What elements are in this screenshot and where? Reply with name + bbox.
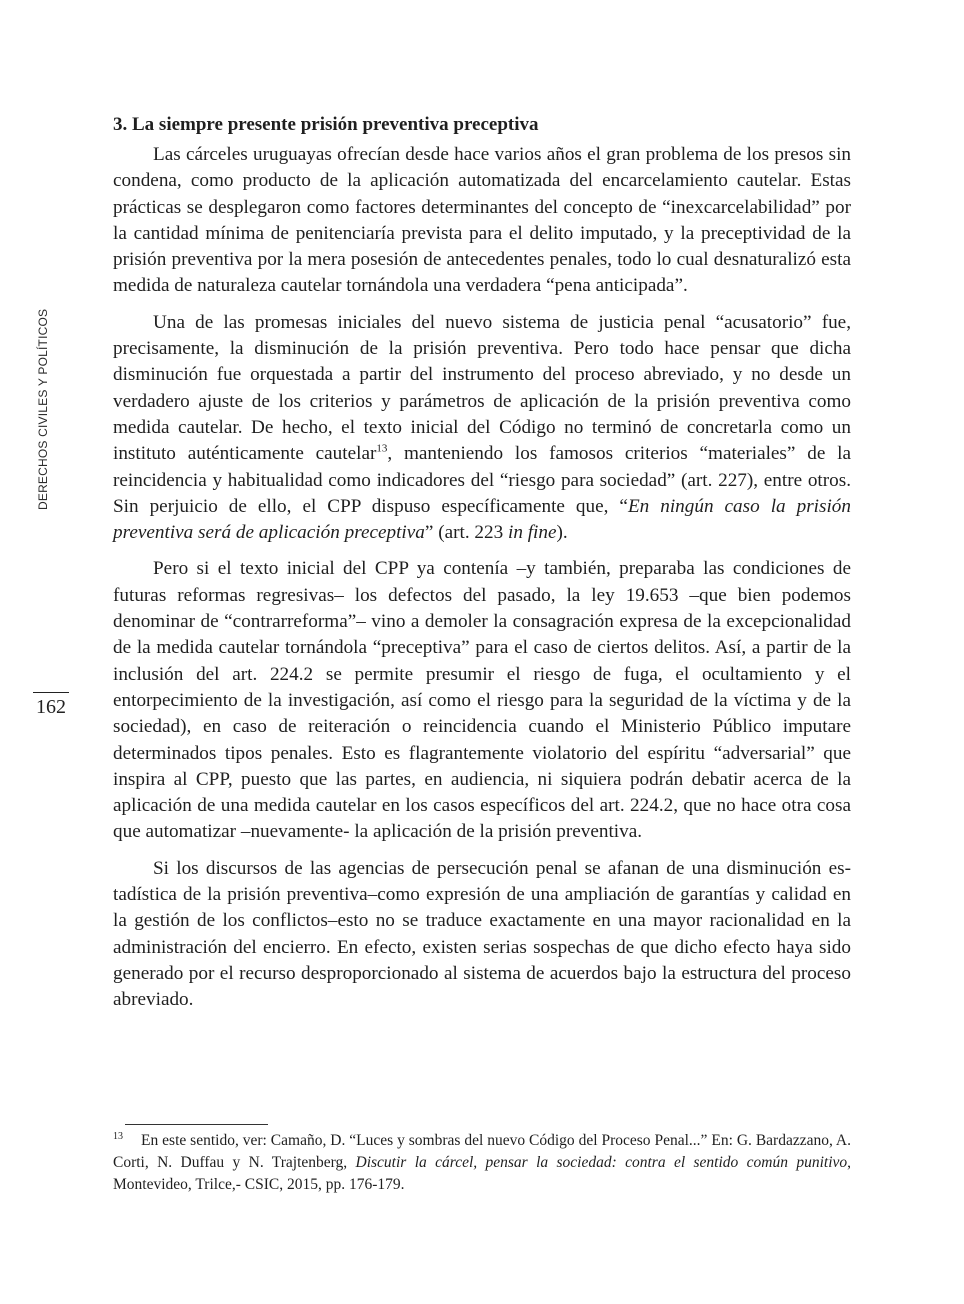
footnote-text-b: , Montevideo, Trilce,- CSIC, 2015, pp. 176-179. bbox=[113, 1154, 852, 1193]
section-heading: 3. La siempre presente prisión preventiva preceptiva bbox=[113, 114, 539, 135]
quoted-article-text: En ningún caso la prisión preventiva será de aplicación preceptiva bbox=[113, 495, 851, 544]
page-number-rule bbox=[33, 692, 69, 693]
in-fine-text: in fine bbox=[508, 522, 557, 544]
footnote-book-title: Discutir la cárcel, pensar la sociedad: contra el sentido común punitivo bbox=[355, 1154, 848, 1171]
paragraph-2-text-c: ” (art. 223 bbox=[424, 522, 508, 544]
paragraph-2-text-a: Una de las promesas iniciales del nuevo sistema de justicia penal “acusatorio” fue, precisamente, la disminución de la prisión preventiva. Pero todo hace pensar que dicha disminución fue orquestada a partir del instrumento del proceso abreviado, y no desde un verdadero ajuste de los criterios y parámetros de aplicación de la prisión preventiva como medida cautelar. De hecho, el texto inicial del Código no terminó de concretarla como un instituto auténticamente cautelar bbox=[113, 311, 851, 465]
paragraph-2-text-d: ). bbox=[556, 522, 568, 544]
footnote-text-a: En este sentido, ver: Camaño, D. “Luces y sombras del nuevo Código del Proceso Penal...” En: G. Bardazzano, A. Corti, N. Duffau y N. Trajtenberg, bbox=[113, 1132, 851, 1171]
page-number: 162 bbox=[36, 696, 66, 718]
paragraph-1: Las cárceles uruguayas ofrecían desde hace varios años el gran problema de los presos sin condena, como producto de la aplicación automatizada del encarcelamiento cautelar. Estas prácticas se desplegaron como factores determinantes del concepto de “inexcarcelabilidad” por la cantidad mínima de penitenciaría prevista para el delito imputado, y la preceptividad de la prisión preventiva por la mera posesión de antecedentes penales, todo lo cual desnaturalizó esta medida de naturaleza cautelar tornándola una verdadera “pena anticipada”. bbox=[113, 144, 851, 297]
footnote-number: 13 bbox=[113, 1130, 123, 1142]
paragraph-2-text-b: , manteniendo los famosos criterios “materiales” de la reincidencia y habitualidad como indicadores del “riesgo para sociedad” (art. 227), entre otros. Sin perjuicio de ello, el CPP dispuso específicamente que, “ bbox=[113, 443, 851, 517]
paragraph-3: Pero si el texto inicial del CPP ya contenía –y también, preparaba las condiciones de futuras reformas regresivas– los defectos del pasado, la ley 19.653 –que bien podemos denominar de “contrarreforma”– vino a demoler la consagración expresa de la excepcionalidad de la medida cautelar tornándola “preceptiva” para el caso de ciertos delitos. Así, a partir de la inclusión del art. 224.2 se permite presumir el riesgo de fuga, el ocultamiento y el entorpecimiento de la investigación, así como el riesgo para la seguridad de la víctima y de la sociedad), en caso de reiteración o reincidencia cuando el Ministerio Público imputare determinados tipos penales. Esto es flagrantemente violatorio del espíritu “adversarial” que inspira al CPP, puesto que las partes, en audiencia, ni siquiera podrán debatir acerca de la aplicación de una medida cautelar en los casos específicos del art. 224.2, que no hace otra cosa que automatizar –nuevamente- la aplicación de la prisión preventiva. bbox=[113, 558, 851, 843]
running-section-label: DERECHOS CIVILES Y POLÍTICOS bbox=[36, 308, 50, 510]
paragraph-2 bbox=[113, 310, 851, 547]
footnote bbox=[113, 1130, 851, 1196]
footnote-reference[interactable]: 13 bbox=[376, 442, 388, 455]
footnote-separator bbox=[125, 1124, 268, 1125]
paragraph-4: Si los discursos de las agencias de persecución penal se afanan de una disminución estadística de la prisión preventiva–como expresión de una ampliación de garantías y calidad en la gestión de los conflictos–esto no se traduce exactamente en una mayor racionalidad en la administración del encierro. En efecto, existen serias sospechas de que dicho efecto haya sido generado por el recurso desproporcionado al sistema de acuerdos bajo la estructura del proceso abreviado. bbox=[113, 857, 851, 1011]
main-text bbox=[113, 112, 851, 1024]
